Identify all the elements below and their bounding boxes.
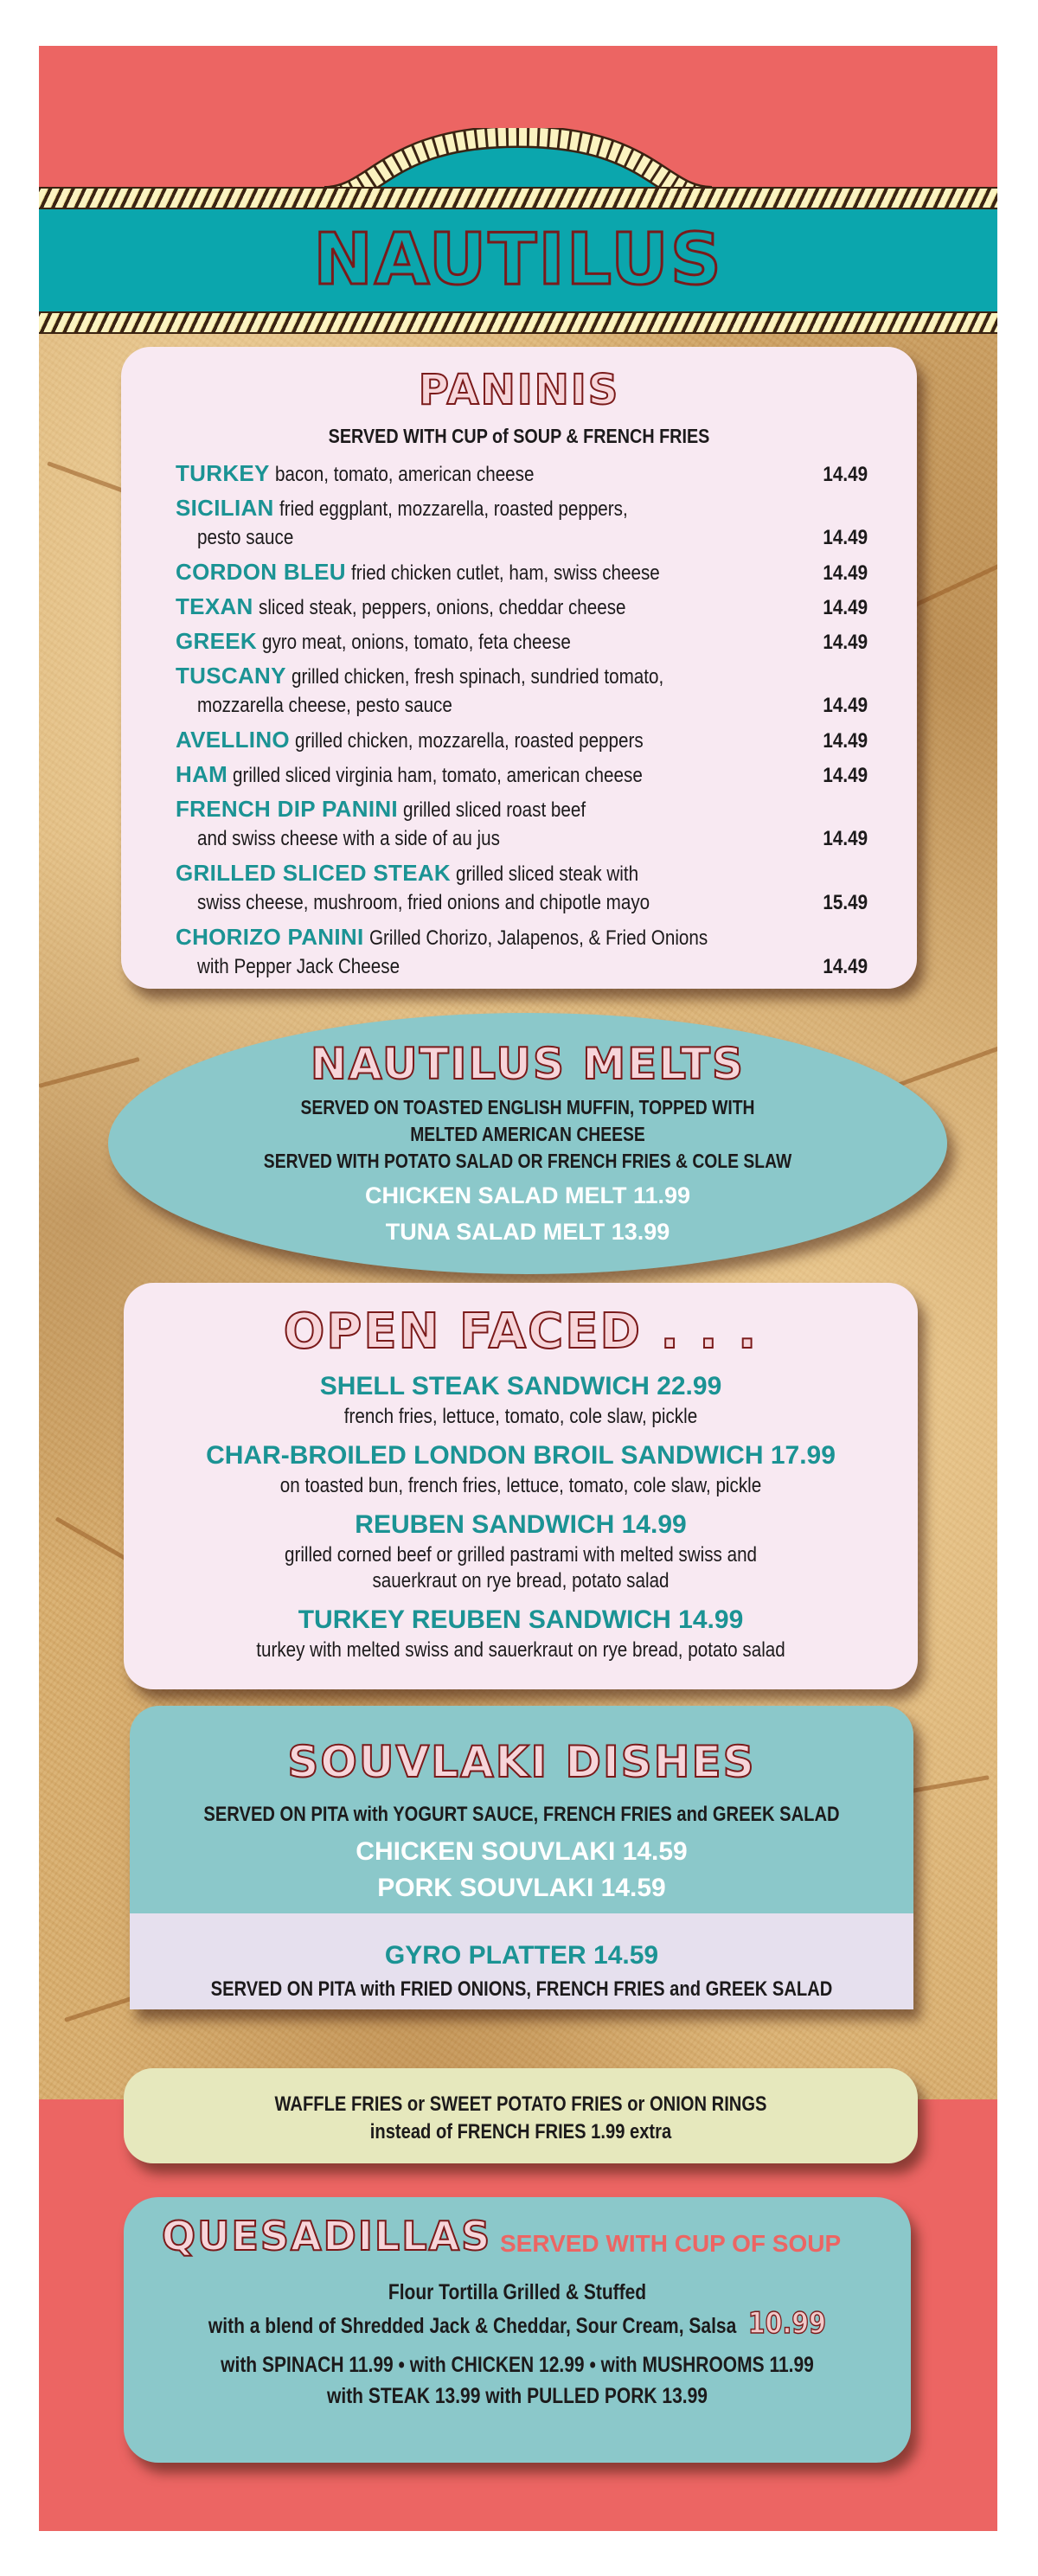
item-desc: gyro meat, onions, tomato, feta cheese: [261, 631, 571, 654]
item-name: CHORIZO PANINI: [176, 924, 364, 950]
item-price: 14.49: [823, 955, 868, 978]
base-price: 10.99: [747, 2306, 827, 2341]
paninis-list: [176, 458, 868, 982]
menu-item: [124, 1603, 918, 1663]
item-desc: grilled chicken, fresh spinach, sundried tomato,: [291, 665, 664, 689]
item-price: 14.49: [823, 729, 868, 753]
gyro-panel: [130, 1913, 913, 2009]
menu-item: [176, 759, 868, 790]
item-name: HAM: [176, 761, 228, 787]
item-desc: turkey with melted swiss and sauerkraut on rye bread, potato salad: [256, 1638, 785, 1662]
note-line: WAFFLE FRIES or SWEET POTATO FRIES or ONION RINGS: [274, 2092, 767, 2116]
item-name: TEXAN: [176, 593, 253, 619]
item-desc-cont: with Pepper Jack Cheese: [197, 955, 400, 978]
section-title: OPEN FACED . . .: [283, 1304, 759, 1360]
item-desc: grilled chicken, mozzarella, roasted peppers: [294, 729, 644, 753]
menu-item: [124, 1508, 918, 1594]
item-name: SICILIAN: [176, 495, 274, 521]
item-desc-cont: and swiss cheese with a side of au jus: [197, 827, 500, 850]
item-price: 14.49: [823, 827, 868, 850]
restaurant-name: NAUTILUS: [313, 219, 723, 301]
rope-border-top: [39, 187, 997, 209]
item-desc: grilled corned beef or grilled pastrami with melted swiss and: [284, 1543, 758, 1567]
desc-line: SERVED WITH POTATO SALAD OR FRENCH FRIES & COLE SLAW: [263, 1150, 792, 1172]
item-desc: grilled sliced roast beef: [402, 798, 586, 822]
item-desc: fried eggplant, mozzarella, roasted peppers,: [279, 497, 628, 521]
item-name: TURKEY REUBEN SANDWICH 14.99: [298, 1605, 744, 1634]
quesadillas-section: [124, 2197, 911, 2463]
item-name: CORDON BLEU: [176, 559, 346, 585]
section-title: SOUVLAKI DISHES: [287, 1737, 756, 1787]
item-desc: grilled sliced steak with: [456, 862, 639, 886]
menu-item: [176, 660, 868, 721]
options-line: with SPINACH 11.99 • with CHICKEN 12.99 • with MUSHROOMS 11.99: [221, 2353, 814, 2377]
rope-border-bottom: [39, 311, 997, 334]
item-name: SHELL STEAK SANDWICH 22.99: [319, 1372, 722, 1400]
desc-line: MELTED AMERICAN CHEESE: [410, 1123, 645, 1145]
menu-item: [176, 857, 868, 918]
desc-text: with a blend of Shredded Jack & Cheddar, Sour Cream, Salsa: [208, 2314, 737, 2338]
item-price: 14.49: [823, 596, 868, 619]
menu-item: [176, 921, 868, 982]
souvlaki-item: CHICKEN SOUVLAKI 14.59: [356, 1837, 688, 1866]
item-name: CHAR-BROILED LONDON BROIL SANDWICH 17.99: [206, 1441, 836, 1470]
section-description: [176, 1094, 881, 1175]
item-name: FRENCH DIP PANINI: [176, 796, 398, 822]
gyro-item-name: GYRO PLATTER 14.59: [384, 1941, 659, 1970]
section-subtitle: SERVED WITH CUP OF SOUP: [500, 2230, 842, 2257]
menu-item: [176, 556, 868, 587]
desc-line: SERVED ON TOASTED ENGLISH MUFFIN, TOPPED WITH: [300, 1096, 755, 1118]
item-desc: grilled sliced virginia ham, tomato, american cheese: [233, 764, 643, 787]
menu-item: [124, 1369, 918, 1430]
item-name: REUBEN SANDWICH 14.99: [355, 1510, 687, 1539]
menu-item: [124, 1439, 918, 1499]
menu-item: [176, 492, 868, 553]
note-line: instead of FRENCH FRIES 1.99 extra: [369, 2120, 672, 2143]
item-desc: sauerkraut on rye bread, potato salad: [372, 1569, 670, 1592]
gyro-item-desc: SERVED ON PITA with FRIED ONIONS, FRENCH FRIES and GREEK SALAD: [210, 1977, 833, 2001]
item-price: 14.49: [823, 631, 868, 654]
item-name: GRILLED SLICED STEAK: [176, 860, 452, 886]
desc-line: Flour Tortilla Grilled & Stuffed: [388, 2280, 647, 2304]
open-faced-section: [124, 1283, 918, 1689]
fries-upgrade-note: [124, 2068, 918, 2163]
desc-line: [187, 2306, 848, 2341]
melt-item: TUNA SALAD MELT 13.99: [385, 1219, 670, 1245]
item-name: TUSCANY: [176, 663, 286, 689]
menu-item: [176, 625, 868, 657]
item-price: 14.49: [823, 694, 868, 717]
item-desc: Grilled Chorizo, Jalapenos, & Fried Onions: [368, 926, 708, 950]
item-name: GREEK: [176, 628, 257, 654]
menu-item: [176, 591, 868, 622]
item-desc-cont: pesto sauce: [197, 526, 294, 549]
item-desc: fried chicken cutlet, ham, swiss cheese: [350, 561, 660, 585]
item-name: TURKEY: [176, 460, 270, 486]
melts-section: [108, 1013, 947, 1274]
item-name: AVELLINO: [176, 727, 290, 753]
menu-item: [176, 793, 868, 854]
menu-page: [39, 46, 997, 2531]
map-line-decoration: [903, 557, 997, 612]
item-desc: sliced steak, peppers, onions, cheddar cheese: [258, 596, 626, 619]
section-description: SERVED ON PITA with YOGURT SAUCE, FRENCH FRIES and GREEK SALAD: [203, 1803, 840, 1826]
section-title: QUESADILLAS: [162, 2213, 492, 2259]
item-price: 14.49: [823, 463, 868, 486]
item-desc-cont: mozzarella cheese, pesto sauce: [197, 694, 452, 717]
item-desc: bacon, tomato, american cheese: [274, 463, 535, 486]
item-desc: french fries, lettuce, tomato, cole slaw, pickle: [343, 1405, 698, 1428]
section-title: PANINIS: [418, 366, 620, 414]
paninis-section: [121, 347, 917, 989]
melt-item: CHICKEN SALAD MELT 11.99: [364, 1182, 691, 1208]
souvlaki-section: [130, 1706, 913, 2009]
section-title: NAUTILUS MELTS: [310, 1039, 746, 1089]
menu-item: [176, 458, 868, 489]
item-price: 15.49: [823, 891, 868, 914]
item-price: 14.49: [823, 561, 868, 585]
open-faced-list: [124, 1369, 918, 1672]
options-line: with STEAK 13.99 with PULLED PORK 13.99: [327, 2384, 708, 2408]
item-desc: on toasted bun, french fries, lettuce, tomato, cole slaw, pickle: [279, 1474, 762, 1497]
section-subtitle: SERVED WITH CUP of SOUP & FRENCH FRIES: [328, 425, 710, 447]
item-desc-cont: swiss cheese, mushroom, fried onions and chipotle mayo: [197, 891, 650, 914]
item-price: 14.49: [823, 526, 868, 549]
item-price: 14.49: [823, 764, 868, 787]
menu-item: [176, 724, 868, 755]
souvlaki-item: PORK SOUVLAKI 14.59: [377, 1874, 666, 1902]
